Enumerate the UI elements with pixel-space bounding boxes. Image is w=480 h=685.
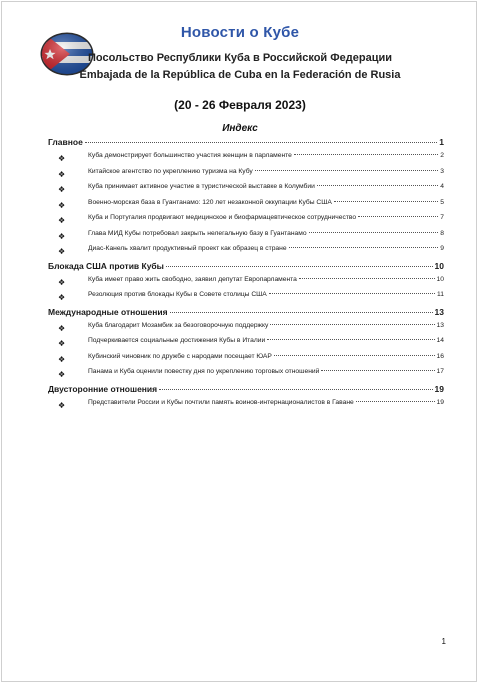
table-of-contents: [48, 137, 444, 414]
toc-page-number: 14: [436, 337, 444, 344]
toc-page-number: 3: [440, 167, 444, 175]
toc-section-title: Международные отношения: [48, 306, 168, 317]
dot-leader: [255, 170, 439, 171]
bullet-icon: ❖: [58, 400, 66, 410]
page-number: 1: [441, 637, 446, 646]
toc-page-number: 13: [436, 321, 444, 329]
dot-leader: [334, 201, 438, 202]
toc-entry[interactable]: [48, 337, 444, 353]
toc-page-number: 5: [440, 198, 444, 206]
bullet-icon: ❖: [58, 339, 66, 348]
toc-entry-title: Подчеркивается социальные достижения Кубы в Италии: [88, 337, 266, 344]
toc-page-number: 11: [437, 291, 444, 298]
toc-page-number: 1: [439, 137, 444, 147]
toc-entry[interactable]: [48, 245, 444, 261]
toc-section-title: Главное: [48, 137, 83, 147]
toc-section-bilateral[interactable]: [48, 384, 444, 399]
toc-section-international[interactable]: [48, 307, 444, 322]
bullet-icon: ❖: [58, 323, 66, 333]
toc-entry[interactable]: [48, 168, 444, 184]
toc-entry-title: Диас-Канель хвалит продуктивный проект как образец в стране: [88, 245, 287, 252]
dot-leader: [317, 185, 438, 186]
dot-leader: [166, 266, 433, 267]
toc-entry[interactable]: [48, 368, 444, 384]
toc-entry-title: Китайское агентство по укреплению туризма на Кубу: [88, 167, 253, 175]
toc-entry[interactable]: [48, 152, 444, 168]
dot-leader: [270, 324, 434, 325]
dot-leader: [321, 370, 434, 371]
dot-leader: [269, 293, 435, 294]
newsletter-title: Новости о Кубе: [180, 24, 300, 41]
dot-leader: [274, 355, 435, 356]
toc-entry[interactable]: [48, 183, 444, 199]
toc-page-number: 10: [434, 260, 444, 271]
toc-page-number: 9: [440, 245, 444, 252]
toc-section-blockade[interactable]: [48, 261, 444, 276]
toc-section-main[interactable]: [48, 137, 444, 152]
toc-page-number: 19: [434, 383, 444, 394]
toc-page-number: 16: [436, 352, 444, 360]
toc-page-number: 8: [440, 229, 444, 237]
toc-page-number: 4: [440, 183, 444, 190]
bullet-icon: ❖: [58, 231, 66, 241]
dot-leader: [267, 339, 434, 340]
toc-entry[interactable]: [48, 214, 444, 230]
bullet-icon: ❖: [58, 293, 66, 302]
toc-entry-title: Куба имеет право жить свободно, заявил депутат Европарламента: [88, 275, 297, 283]
bullet-icon: ❖: [58, 354, 66, 364]
toc-entry-title: Кубинский чиновник по дружбе с народами посещает ЮАР: [88, 352, 272, 360]
toc-entry-title: Глава МИД Кубы потребовал закрыть нелегальную базу в Гуантанамо: [88, 229, 307, 237]
toc-page-number: 13: [434, 306, 444, 317]
toc-entry[interactable]: [48, 291, 444, 307]
toc-entry[interactable]: [48, 230, 444, 246]
dot-leader: [358, 216, 438, 217]
index-heading: Индекс: [222, 123, 258, 134]
bullet-icon: ❖: [58, 247, 66, 256]
toc-entry-title: Куба демонстрирует большинство участия женщин в парламенте: [88, 152, 292, 159]
toc-entry-title: Военно-морская база в Гуантанамо: 120 лет незаконной оккупации Кубы США: [88, 198, 332, 206]
toc-entry[interactable]: [48, 276, 444, 292]
bullet-icon: ❖: [58, 370, 66, 379]
toc-section-title: Двусторонние отношения: [48, 383, 158, 394]
toc-entry-title: Представители России и Кубы почтили память воинов-интернационалистов в Гаване: [88, 398, 354, 406]
toc-entry[interactable]: [48, 399, 444, 415]
toc-entry-title: Куба принимает активное участие в туристической выставке в Колумбии: [88, 183, 315, 190]
bullet-icon: ❖: [58, 200, 66, 210]
dot-leader: [289, 247, 439, 248]
embassy-name-spanish: Embajada de la República de Cuba en la Federación de Rusia: [79, 69, 401, 81]
toc-entry[interactable]: [48, 199, 444, 215]
bullet-icon: ❖: [58, 185, 66, 194]
dot-leader: [159, 389, 432, 390]
toc-page-number: 10: [436, 275, 444, 283]
toc-entry[interactable]: [48, 322, 444, 338]
date-range: (20 - 26 Февраля 2023): [174, 98, 306, 112]
toc-entry-title: Куба благодарит Мозамбик за безоговорочную поддержку: [88, 321, 269, 329]
dot-leader: [170, 312, 433, 313]
dot-leader: [294, 154, 438, 155]
toc-entry-title: Резолюция против блокады Кубы в Совете столицы США: [88, 291, 267, 298]
bullet-icon: ❖: [58, 154, 66, 163]
toc-page-number: 17: [436, 368, 444, 375]
bullet-icon: ❖: [58, 216, 66, 225]
toc-page-number: 7: [440, 214, 444, 221]
toc-entry-title: Панама и Куба оценили повестку дня по укреплению торговых отношений: [88, 368, 320, 375]
toc-entry-title: Куба и Португалия продвигают медицинское и биофармацевтическое сотрудничество: [88, 214, 357, 221]
toc-page-number: 2: [440, 152, 444, 159]
dot-leader: [299, 278, 435, 279]
toc-entry[interactable]: [48, 353, 444, 369]
embassy-name-russian: Посольство Республики Куба в Российской Федерации: [88, 52, 392, 64]
dot-leader: [309, 232, 439, 233]
dot-leader: [85, 142, 437, 143]
toc-page-number: 19: [436, 398, 444, 406]
dot-leader: [356, 401, 435, 402]
bullet-icon: ❖: [58, 169, 66, 179]
toc-section-title: Блокада США против Кубы: [48, 260, 164, 271]
bullet-icon: ❖: [58, 277, 66, 287]
